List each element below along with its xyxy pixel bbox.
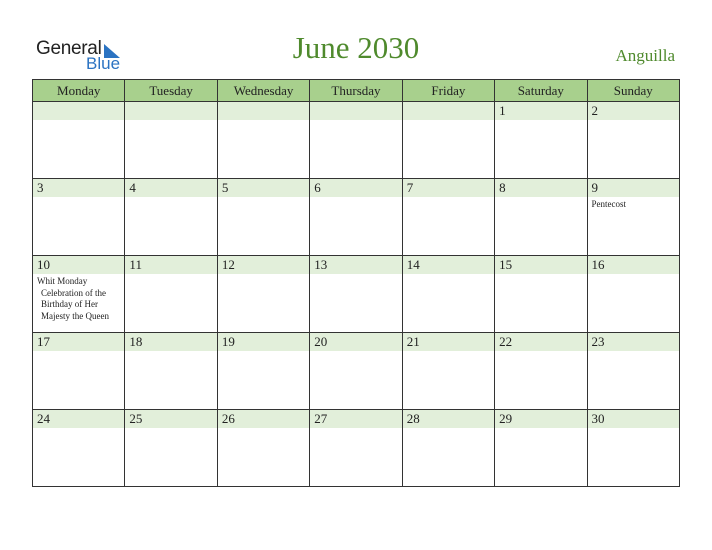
day-cell[interactable] [495, 179, 587, 256]
day-number: 6 [314, 180, 321, 195]
day-cell[interactable] [402, 102, 494, 179]
day-cell[interactable] [587, 256, 679, 333]
calendar-title: June 2030 [292, 30, 420, 65]
day-cell[interactable] [310, 256, 402, 333]
day-number: 13 [314, 257, 328, 272]
calendar-grid [32, 79, 680, 487]
day-cell[interactable] [125, 333, 217, 410]
day-cell[interactable] [33, 333, 125, 410]
day-number: 12 [221, 257, 235, 272]
day-number: 1 [499, 103, 506, 118]
day-number: 21 [406, 334, 420, 349]
day-number-band [33, 102, 124, 120]
day-number: 18 [129, 334, 143, 349]
day-number: 24 [37, 411, 50, 426]
calendar-body [33, 102, 680, 487]
day-number: 29 [499, 411, 513, 426]
day-cell[interactable] [125, 410, 217, 487]
week-row [33, 256, 680, 333]
day-number: 26 [221, 411, 235, 426]
day-number-band [218, 410, 309, 428]
day-number-band [495, 410, 586, 428]
day-cell[interactable] [587, 410, 679, 487]
logo-text-blue: Blue [86, 54, 121, 73]
weekday-header: Thursday [310, 80, 402, 102]
day-cell[interactable] [217, 102, 309, 179]
event-list [588, 197, 679, 211]
day-number: 11 [129, 257, 142, 272]
day-number-band [588, 102, 679, 120]
day-number: 5 [221, 180, 229, 195]
day-number: 19 [221, 334, 235, 349]
weekday-header: Friday [402, 80, 494, 102]
day-number-band [125, 179, 216, 197]
day-number-band [403, 410, 494, 428]
day-number-band [310, 102, 401, 120]
day-number-band [310, 179, 401, 197]
logo-text-general: General [36, 38, 102, 59]
day-cell[interactable] [33, 102, 125, 179]
event-label: Celebration of the Birthday of Her Majesty the Queen [41, 287, 109, 321]
day-number: 17 [37, 334, 50, 349]
day-number-band [588, 179, 679, 197]
day-number-band [33, 179, 124, 197]
day-number-band [33, 410, 124, 428]
day-number-band [33, 256, 124, 274]
day-number-band [403, 179, 494, 197]
week-row [33, 333, 680, 410]
day-cell[interactable] [217, 410, 309, 487]
day-number: 16 [591, 257, 605, 272]
week-row [33, 102, 680, 179]
day-cell[interactable] [587, 179, 679, 256]
event-list [33, 274, 124, 322]
country-label: Anguilla [615, 46, 675, 65]
day-number-band [125, 410, 216, 428]
day-cell[interactable] [125, 102, 217, 179]
day-cell[interactable] [33, 179, 125, 256]
day-cell[interactable] [402, 333, 494, 410]
day-number: 14 [406, 257, 420, 272]
day-number-band [218, 179, 309, 197]
day-number-band [588, 256, 679, 274]
week-row [33, 410, 680, 487]
day-number-band [218, 102, 309, 120]
day-number: 20 [314, 334, 328, 349]
day-number: 30 [591, 411, 605, 426]
day-number-band [403, 256, 494, 274]
day-number-band [403, 333, 494, 351]
weekday-header: Saturday [495, 80, 587, 102]
day-number: 27 [314, 411, 328, 426]
weekday-header-row [33, 80, 680, 102]
day-number: 22 [499, 334, 513, 349]
day-number: 10 [37, 257, 50, 272]
day-number-band [588, 333, 679, 351]
weekday-header: Sunday [587, 80, 679, 102]
weekday-header: Monday [33, 80, 125, 102]
day-cell[interactable] [495, 410, 587, 487]
event-label: Whit Monday [37, 276, 88, 286]
day-cell[interactable] [310, 179, 402, 256]
day-number-band [218, 333, 309, 351]
day-number-band [403, 102, 494, 120]
day-number-band [310, 410, 401, 428]
day-number: 23 [591, 334, 605, 349]
day-cell[interactable] [495, 102, 587, 179]
day-cell[interactable] [310, 410, 402, 487]
day-number: 4 [129, 180, 136, 195]
day-number-band [310, 256, 401, 274]
day-number-band [310, 333, 401, 351]
day-number: 25 [129, 411, 143, 426]
day-cell[interactable] [217, 333, 309, 410]
event-label: Pentecost [591, 199, 627, 209]
day-number: 3 [37, 180, 44, 195]
day-number: 9 [591, 180, 599, 195]
day-cell[interactable] [33, 410, 125, 487]
day-cell[interactable] [125, 179, 217, 256]
day-number-band [125, 333, 216, 351]
day-number-band [495, 102, 586, 120]
day-cell[interactable] [402, 410, 494, 487]
day-number-band [495, 333, 586, 351]
day-number-band [495, 256, 586, 274]
day-cell[interactable] [495, 256, 587, 333]
day-cell[interactable] [495, 333, 587, 410]
day-cell[interactable] [587, 333, 679, 410]
weekday-header: Tuesday [125, 80, 217, 102]
day-number: 8 [499, 180, 506, 195]
day-number: 2 [591, 103, 599, 118]
day-number-band [588, 410, 679, 428]
day-cell[interactable] [33, 256, 125, 333]
day-cell[interactable] [125, 256, 217, 333]
day-number-band [495, 179, 586, 197]
day-number-band [125, 102, 216, 120]
week-row [33, 179, 680, 256]
day-number-band [33, 333, 124, 351]
day-cell[interactable] [310, 333, 402, 410]
day-number-band [125, 256, 216, 274]
day-cell[interactable] [402, 179, 494, 256]
day-number: 28 [406, 411, 420, 426]
day-number: 15 [499, 257, 513, 272]
day-number: 7 [406, 180, 414, 195]
day-cell[interactable] [217, 256, 309, 333]
day-cell[interactable] [217, 179, 309, 256]
day-number-band [218, 256, 309, 274]
weekday-header: Wednesday [217, 80, 309, 102]
day-cell[interactable] [402, 256, 494, 333]
day-cell[interactable] [310, 102, 402, 179]
day-cell[interactable] [587, 102, 679, 179]
